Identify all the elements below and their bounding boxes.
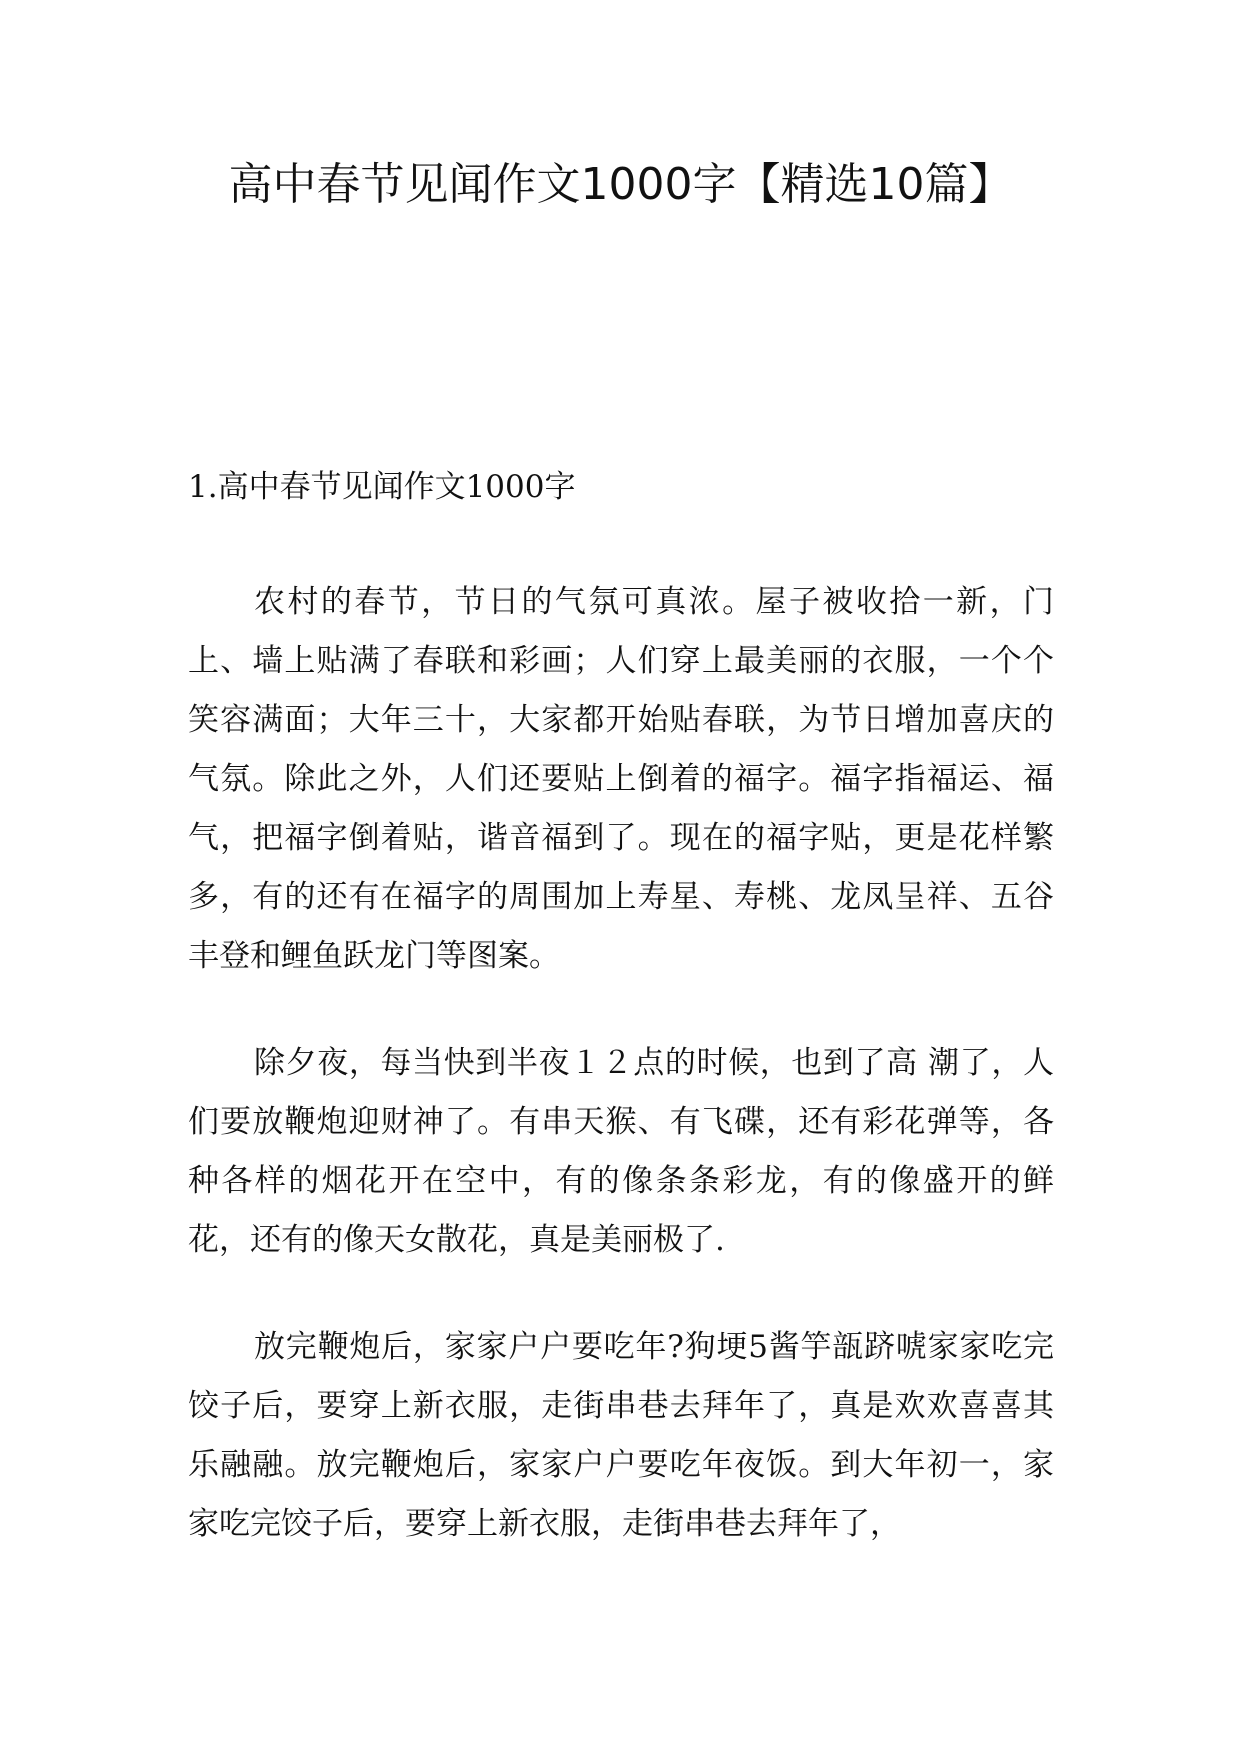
paragraph-2: 除夕夜，每当快到半夜１２点的时候，也到了高 潮了，人们要放鞭炮迎财神了。有串天猴、有飞碟，还有彩花弹等，各种各样的烟花开在空中，有的像条条彩龙，有的像盛开的鲜花，还有的像天女散花，真是美丽极了. [188, 1045, 1054, 1258]
document-title: 高中春节见闻作文1000字【精选10篇】 [228, 159, 1013, 210]
paragraph-1: 农村的春节，节日的气氛可真浓。屋子被收拾一新，门上、墙上贴满了春联和彩画；人们穿上最美丽的衣服，一个个笑容满面；大年三十，大家都开始贴春联，为节日增加喜庆的气氛。除此之外，人们还要贴上倒着的福字。福字指福运、福气，把福字倒着贴，谐音福到了。现在的福字贴，更是花样繁多，有的还有在福字的周围加上寿星、寿桃、龙凤呈祥、五谷丰登和鲤鱼跃龙门等图案。 [188, 584, 1054, 974]
paragraph-3: 放完鞭炮后，家家户户要吃年?狗埂5酱竽瓿跻唬家家吃完饺子后，要穿上新衣服，走街串巷去拜年了，真是欢欢喜喜其乐融融。放完鞭炮后，家家户户要吃年夜饭。到大年初一，家家吃完饺子后，要穿上新衣服，走街串巷去拜年了， [188, 1329, 1054, 1542]
section-heading: 1.高中春节见闻作文1000字 [188, 469, 576, 505]
